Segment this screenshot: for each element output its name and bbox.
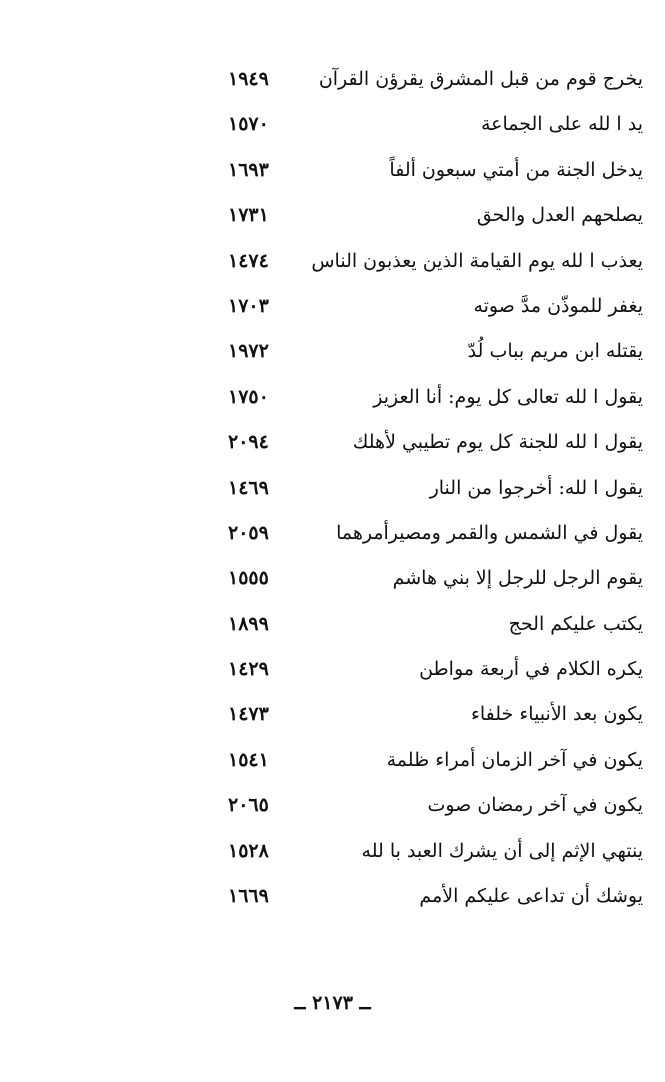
entry-number: ١٤٦٩ [228,476,269,499]
entry-phrase: يقتله ابن مريم بباب لُدّ [467,340,643,363]
index-entry [0,786,665,831]
index-entry [0,469,665,514]
entry-number: ١٥٤١ [228,748,269,771]
entry-number: ١٥٧٠ [228,113,269,136]
entry-phrase: يكون بعد الأنبياء خلفاء [470,703,643,726]
entry-number: ٢٠٥٩ [228,521,269,544]
entry-number: ١٧٥٠ [228,385,269,408]
entry-number: ١٤٧٤ [228,249,269,272]
entry-phrase: يكون في آخر الزمان أمراء ظلمة [386,748,643,771]
index-entry [0,695,665,740]
index-entry [0,60,665,105]
index-entry [0,605,665,650]
entry-number: ١٥٥٥ [228,567,269,590]
page-number: ــ ٢١٧٣ ــ [294,992,371,1014]
index-entry [0,151,665,196]
index-entry [0,378,665,423]
entry-phrase: يوشك أن تداعى عليكم الأمم [419,885,643,908]
index-entry [0,105,665,150]
entry-phrase: يقول ا لله للجنة كل يوم تطيبي لأهلك [352,431,643,454]
entry-phrase: يصلحهم العدل والحق [476,204,643,227]
index-entry [0,650,665,695]
index-entry [0,741,665,786]
entry-number: ١٦٩٣ [228,158,269,181]
index-entry [0,242,665,287]
entry-phrase: ينتهي الإثم إلى أن يشرك العبد با لله [361,839,643,862]
entry-phrase: يكره الكلام في أربعة مواطن [419,658,643,681]
entry-phrase: يد ا لله على الجماعة [480,113,643,136]
index-entry [0,877,665,922]
entry-phrase: يدخل الجنة من أمتي سبعون ألفاً [389,158,643,181]
entry-number: ١٩٤٩ [228,68,269,90]
entry-number: ١٥٢٨ [228,839,269,862]
entry-number: ٢٠٦٥ [228,794,269,817]
entry-number: ١٤٢٩ [228,658,269,681]
entry-number: ١٧٣١ [228,204,269,227]
index-entry [0,196,665,241]
entry-number: ١٦٦٩ [228,885,269,908]
hadith-index-list [0,60,665,922]
index-entry [0,287,665,332]
index-entry [0,514,665,559]
entry-number: ٢٠٩٤ [228,431,269,454]
entry-phrase: يكتب عليكم الحج [508,612,643,635]
entry-phrase: يكون في آخر رمضان صوت [427,794,643,817]
entry-number: ١٤٧٣ [228,703,269,726]
entry-number: ١٨٩٩ [228,612,269,635]
entry-phrase: يغفر للموذّن مدَّ صوته [473,294,643,317]
entry-phrase: يقول ا لله: أخرجوا من النار [429,476,643,499]
entry-phrase: يعذب ا لله يوم القيامة الذين يعذبون الناس [311,249,643,272]
entry-number: ١٩٧٢ [228,340,269,363]
entry-phrase: يقول في الشمس والقمر ومصيرأمرهما [336,521,643,544]
entry-phrase: يقوم الرجل للرجل إلا بني هاشم [392,567,643,590]
entry-phrase: يخرج قوم من قبل المشرق يقرؤن القرآن [318,68,643,90]
index-entry [0,332,665,377]
entry-phrase: يقول ا لله تعالى كل يوم: أنا العزيز [373,385,643,408]
index-entry [0,559,665,604]
index-entry [0,423,665,468]
index-entry [0,832,665,877]
entry-number: ١٧٠٣ [228,294,269,317]
